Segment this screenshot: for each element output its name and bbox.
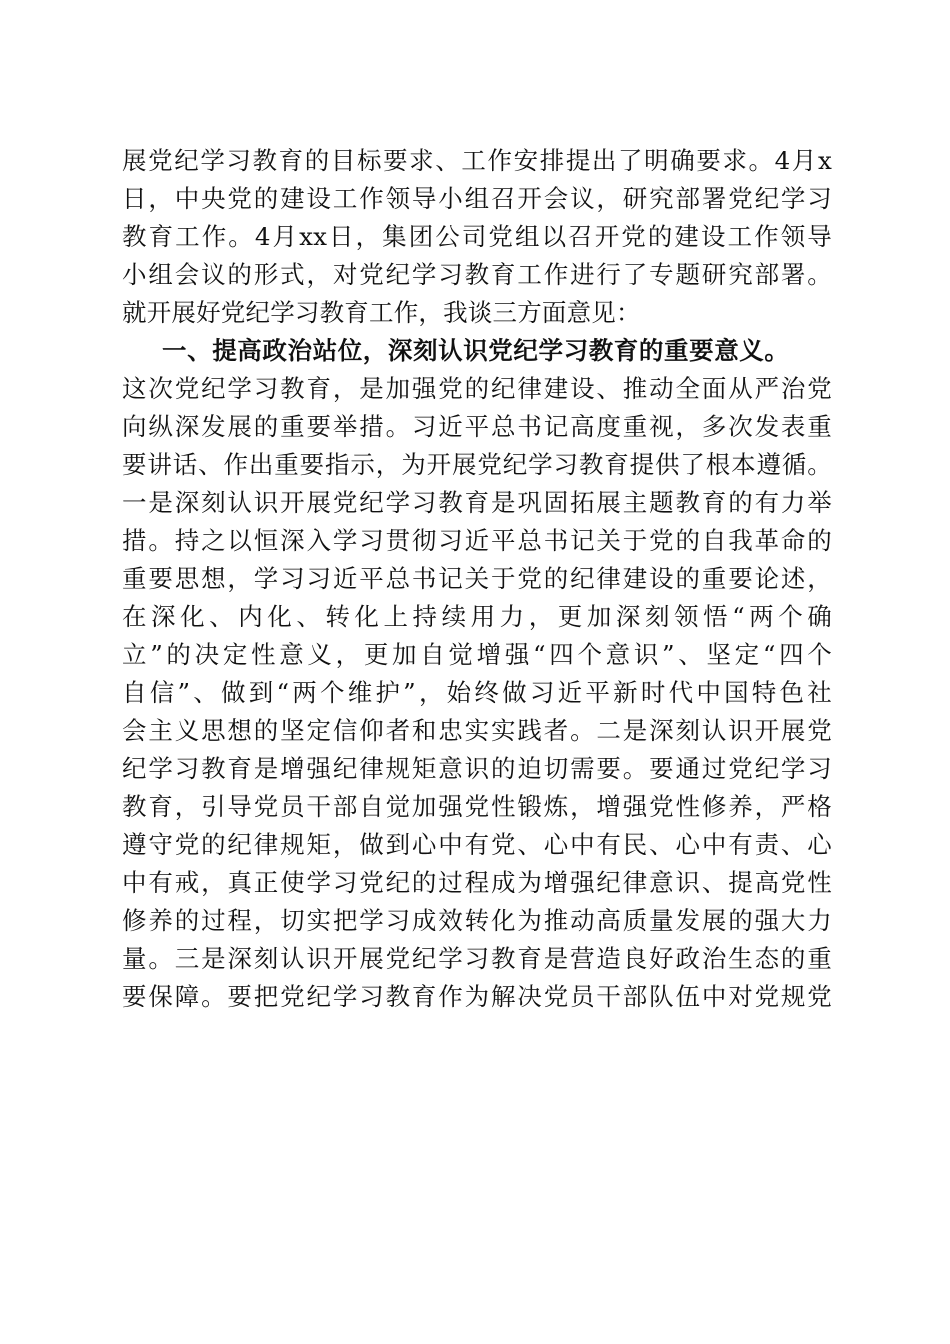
- text-line: 量。三是深刻认识开展党纪学习教育是营造良好政治生态的重: [122, 944, 832, 973]
- text-line: 纪学习教育是增强纪律规矩意识的迫切需要。要通过党纪学习: [122, 754, 832, 783]
- text-line: 小组会议的形式，对党纪学习教育工作进行了专题研究部署。: [122, 260, 832, 289]
- text-line: 教育，引导党员干部自觉加强党性锻炼，增强党性修养，严格: [122, 792, 832, 821]
- text-line: 日，中央党的建设工作领导小组召开会议，研究部署党纪学习: [122, 184, 832, 213]
- text-line: 一是深刻认识开展党纪学习教育是巩固拓展主题教育的有力举: [122, 488, 832, 517]
- text-line: 在深化、内化、转化上持续用力，更加深刻领悟“两个确: [122, 602, 832, 631]
- text-line: 重要思想，学习习近平总书记关于党的纪律建设的重要论述，: [122, 564, 832, 593]
- text-line: 中有戒，真正使学习党纪的过程成为增强纪律意识、提高党性: [122, 868, 832, 897]
- body-text: [122, 142, 832, 1016]
- text-line: 这次党纪学习教育，是加强党的纪律建设、推动全面从严治党: [122, 374, 832, 403]
- text-line: 要讲话、作出重要指示，为开展党纪学习教育提供了根本遵循。: [122, 450, 832, 479]
- text-line: 就开展好党纪学习教育工作，我谈三方面意见：: [122, 298, 641, 327]
- text-line: 教育工作。4月xx日，集团公司党组以召开党的建设工作领导: [122, 222, 832, 251]
- text-line: 修养的过程，切实把学习成效转化为推动高质量发展的强大力: [122, 906, 832, 935]
- section-heading: 一、提高政治站位，深刻认识党纪学习教育的重要意义。: [162, 336, 790, 365]
- text-line: 向纵深发展的重要举措。习近平总书记高度重视，多次发表重: [122, 412, 832, 441]
- text-line: 会主义思想的坚定信仰者和忠实实践者。二是深刻认识开展党: [122, 716, 832, 745]
- text-line: 措。持之以恒深入学习贯彻习近平总书记关于党的自我革命的: [122, 526, 832, 555]
- text-line: 立”的决定性意义，更加自觉增强“四个意识”、坚定“四个: [122, 640, 832, 669]
- text-line: 遵守党的纪律规矩，做到心中有党、心中有民、心中有责、心: [122, 830, 832, 859]
- text-line: 展党纪学习教育的目标要求、工作安排提出了明确要求。4月x: [122, 146, 832, 175]
- text-line: 要保障。要把党纪学习教育作为解决党员干部队伍中对党规党: [122, 982, 832, 1011]
- text-line: 自信”、做到“两个维护”，始终做习近平新时代中国特色社: [122, 678, 832, 707]
